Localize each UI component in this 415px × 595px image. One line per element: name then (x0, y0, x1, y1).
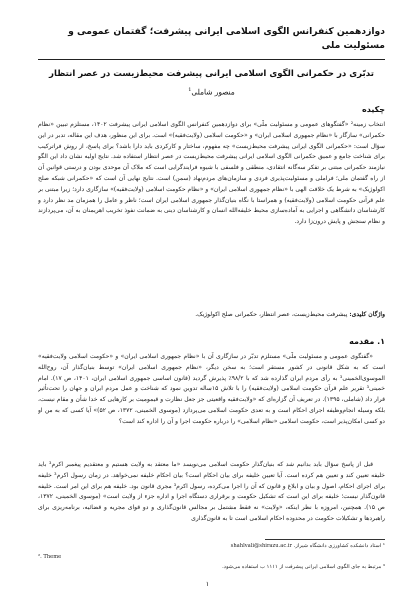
author-name: منصور شاملی (191, 87, 235, 97)
keywords-line (38, 310, 385, 321)
footnote-rule (265, 539, 385, 540)
footnote-3: ³ مرتبط به جای الگوی اسلامی ایرانی پیشرفت از ۱۱۱۱ ب استفاده می‌شود. (222, 564, 385, 570)
page-number: ۱ (205, 580, 210, 588)
keywords-label: واژگان کلیدی: (349, 311, 385, 318)
author-footnote-mark: 1 (188, 87, 192, 93)
footnote-1: ¹ استاد دانشکده کشاورزی دانشگاه شیراز. shahlvali@shirazu.ac.ir (230, 543, 385, 549)
header-rule (38, 59, 385, 60)
introduction-paragraph-1: «گفتگوی عمومی و مسئولیت ملّی» مستلزم تدبّر در سازگاری آن با «نظام جمهوری اسلامی ایران» و «حکومت اسلامی ولایت‌فقیه» است که به شکل قانونی در کشور مستقر است؛ به سخن دیگر، «نظام جمهوری اسلامی ایران» توسط بنیان‌گذار آن، روح‌الله الموسوی‌الخمینی³ به رأی مردم ایران گذارده شد که با ۹۸/۲٪ پذیرش گردید (قانون اساسی جمهوری اسلامی ایران، ۱۴۰۱، ص ۱۷). امام خمینی³ تقریر علم قرآن حکومت اسلامی (ولایت‌فقیه) را با تلاش ۱۵ساله تدوین نمود که شناخت و عمل مردم ایران و جهان را تحت‌تأثیر قرار داد (شاملی، ۱۳۹۵). در تعریف آن گزاره‌ای که «ولایت‌فقیه واقعیتی جز جعل نظارت و قیمومیت بر کارهایی که خدا شأن و مقام نیست، بلکه وسیله انجام‌وظیفه اجرای احکام است و به تعدی حکومت اسلامی می‌پردازد (موسوی الخمینی، ۱۳۷۲، ص ۵۲)» آیا کسی که به من او دو کسی امکان‌پذیر است، حکومت اسلامی «نظام اسلامی» را درباره حکومت اجرا و آن را اداره کند است؟ (38, 353, 385, 425)
abstract-text: انتخاب زمینه² «گفتگوهای عمومی و مسئولیت ملّی» برای دوازدهمین کنفرانس الگوی اسلامی ایرانی پیشرفت ۱۴۰۲، مستلزم تبیین «نظام حکمرانی» سازگار با «نظام جمهوری اسلامی ایران» و «حکومت اسلامی (ولایت‌فقیه)» است. برای این منظور، هدف این مقاله، تدبر در این سؤال است: «حکمرانی الگوی ایرانی پیشرفت محیط‌زیست» چه مفهوم، ساختار و کارکردی باید دارا باشد؟ برای پاسخ، از روش فراترکیب برای شناخت جامع و عمیق حکمرانی الگوی اسلامی ایرانی پیشرفت محیط‌زیست در عصر انتظار استفاده شد. نتایج اولیه نشان داد این الگو نیازمند حکمرانی مبتنی بر تفکر سه‌گانه انتقادی، منطقی و فلسفی با شیوه فرایندگرایی است که ملاک آن موحدی بودن و درستی قوانین آن از راه گفتمان ملی؛ فراملی و مسئولیت‌پذیری فردی و سازمان‌های مردم‌نهاد (سمن) است. نتایج نهایی آن است که «حکمرانی شبکه صلح اکولوژیک» به شرط یک خلافت الهی با «نظام جمهوری اسلامی ایران» و «نظام حکومت اسلامی (ولایت‌فقیه)» سازگاری دارد؛ زیرا مبتنی بر علم قرآنی حکومت اسلامی (ولایت‌فقیه) و همراستا با نگاه بنیان‌گذار جمهوری اسلامی ایران است؛ ناظر و عامل را همزمان مد نظر دارد و کارشناسان دانشگاهی و اجرایی به آماده‌سازی محیط خلیفه‌الله انسان و کارشناسان دینی به ضمانت نفوذ تخریب اهریمنان به آن، می‌پردازند و نظام سنجش و پایش درون‌زا دارد. (38, 121, 385, 226)
footnote-2: ². Theme (38, 554, 62, 560)
running-header: دوازدهمین کنفرانس الگوی اسلامی ایرانی پیشرفت؛ گفتمان عمومی و مسئولیت ملی (68, 26, 385, 51)
author-line (38, 85, 385, 97)
introduction-paragraph-2: قبل از پاسخ سؤال باید بدانیم شد که بنیان‌گذار حکومت اسلامی می‌نویسد «ما معتقد به ولایت هستیم و معتقدیم پیغمبر اکرم³ باید خلیفه تعیین کند و تعیین هم کرده است. آیا تعیین خلیفه برای بیان احکام است؟ بیان احکام خلیفه نمی‌خواهد. در زمان رسول اکرم³ خلیفه برای اجرای احکام، اصول و بیان و ابلاغ و قانون که آن را اجرا می‌کرده، رسول اکرم³ مجری قانون بود. خلیفه هم برای این امر است. خلیفه قانون‌گذار نیست؛ خلیفه برای این است که تشکیل حکومت و برقراری دستگاه اجرا و اداره جزء از ولایت است» (موسوی الخمینی، ۱۳۷۲، ص ۱۵). همچنین، امروزه با نظر اینکه، «ولایت» نه فقط مشتمل بر مجالس قانون‌گذاری و دو قوای مجریه و قضائیه، برنامه‌ریزی برای راهبردها و تشکیلات حکومت در محدوده احکام اسلامی است تا به قانون‌گذاری (38, 461, 385, 522)
abstract-heading: چکیده (361, 105, 385, 114)
introduction-heading: ۱. مقدمه (349, 337, 385, 346)
keywords-text: پیشرفت محیط‌زیست، عصر انتظار، حکمرانی صلح اکولوژیک. (195, 311, 348, 318)
paper-title: تدبّری در حکمرانی الگوی اسلامی ایرانی پیشرفت محیط‌زیست در عصر انتظار (49, 69, 374, 79)
